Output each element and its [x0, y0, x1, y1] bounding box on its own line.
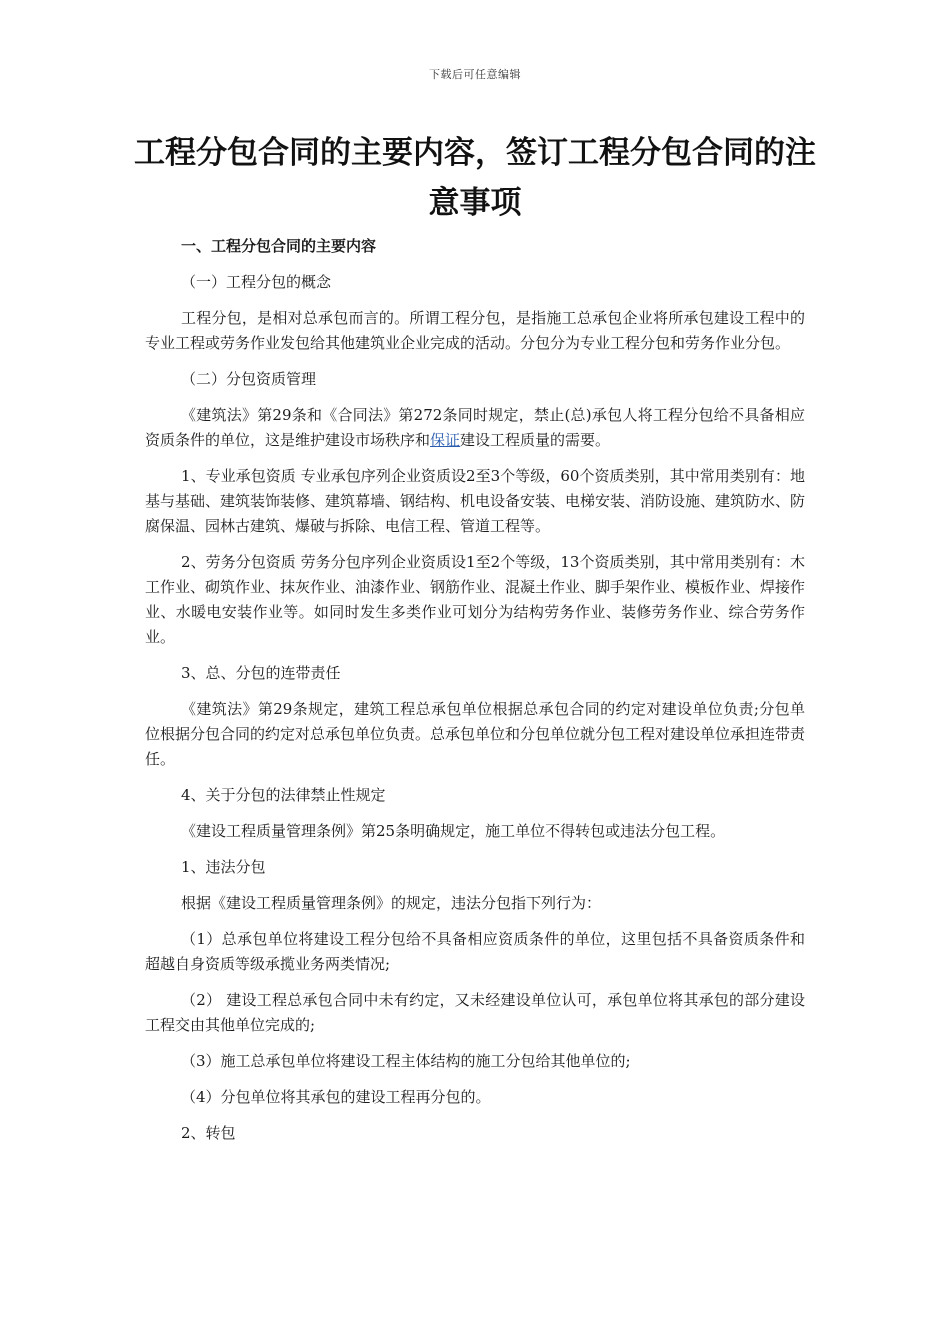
item-heading-transfer: 2、转包	[181, 1124, 236, 1142]
paragraph-text: 建设工程质量的需要。	[460, 431, 611, 449]
paragraph-joint-liability: 《建筑法》第29条规定，建筑工程总承包单位根据总承包合同的约定对建设单位负责;分包单位根据分包合同的约定对总承包单位负责。总承包单位和分包单位就分包工程对建设单位承担连带责任。	[145, 700, 806, 768]
paragraph-text: 《建筑法》第29条和《合同法》第272条同时规定，禁止(总)承包人将工程分包给不具备相应资质条件的单位，这是维护建设市场秩序和	[145, 406, 805, 449]
paragraph-professional-qualification: 1、专业承包资质 专业承包序列企业资质设2至3个等级，60个资质类别，其中常用类别有：地基与基础、建筑装饰装修、建筑幕墙、钢结构、机电设备安装、电梯安装、消防设施、建筑防水、防腐保温、园林古建筑、爆破与拆除、电信工程、管道工程等。	[145, 467, 806, 535]
paragraph-prohibitions: 《建设工程质量管理条例》第25条明确规定，施工单位不得转包或违法分包工程。	[181, 822, 726, 840]
section-heading: 一、工程分包合同的主要内容	[181, 237, 377, 255]
header-note: 下载后可任意编辑	[429, 68, 521, 81]
document-title: 工程分包合同的主要内容，签订工程分包合同的注意事项	[134, 135, 816, 221]
item-heading-illegal-subcontract: 1、违法分包	[181, 858, 266, 876]
paragraph-qualification	[145, 403, 805, 453]
list-item-illegal-2: （2） 建设工程总承包合同中未有约定，又未经建设单位认可，承包单位将其承包的部分建设工程交由其他单位完成的;	[145, 991, 805, 1034]
paragraph-labor-qualification: 2、劳务分包资质 劳务分包序列企业资质设1至2个等级，13个资质类别，其中常用类别有：木工作业、砌筑作业、抹灰作业、油漆作业、钢筋作业、混凝土作业、脚手架作业、模板作业、焊接作业、水暖电安装作业等。如同时发生多类作业可划分为结构劳务作业、装修劳务作业、综合劳务作业。	[145, 553, 806, 646]
subsection-heading-concept: （一）工程分包的概念	[181, 273, 332, 291]
item-heading-joint-liability: 3、总、分包的连带责任	[181, 664, 341, 682]
paragraph-illegal-intro: 根据《建设工程质量管理条例》的规定，违法分包指下列行为：	[181, 894, 602, 912]
paragraph-concept: 工程分包，是相对总承包而言的。所谓工程分包，是指施工总承包企业将所承包建设工程中的专业工程或劳务作业发包给其他建筑业企业完成的活动。分包分为专业工程分包和劳务作业分包。	[145, 309, 805, 352]
subsection-heading-qualification: （二）分包资质管理	[181, 370, 317, 388]
keyword-link[interactable]: 保证	[430, 431, 461, 449]
item-heading-prohibitions: 4、关于分包的法律禁止性规定	[181, 786, 386, 804]
list-item-illegal-4: （4）分包单位将其承包的建设工程再分包的。	[181, 1088, 491, 1106]
list-item-illegal-3: （3）施工总承包单位将建设工程主体结构的施工分包给其他单位的;	[181, 1052, 631, 1070]
document-body	[145, 234, 805, 1157]
list-item-illegal-1: （1）总承包单位将建设工程分包给不具备相应资质条件的单位，这里包括不具备资质条件和超越自身资质等级承揽业务两类情况;	[145, 930, 805, 973]
